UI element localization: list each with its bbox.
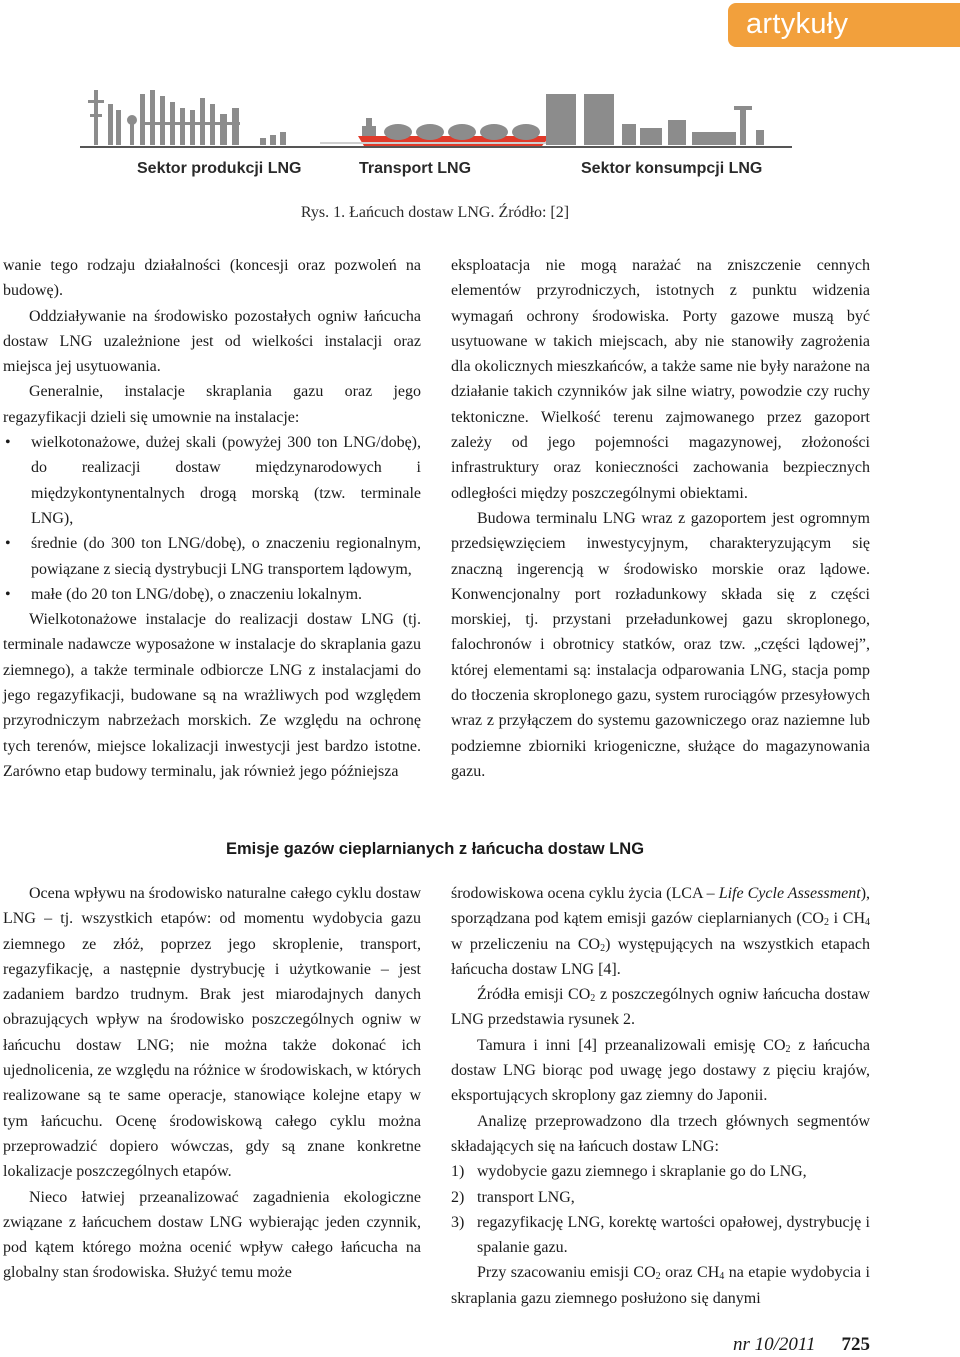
paragraph: Nieco łatwiej przeanalizować zagadnienia ekologiczne związane z łańcuchem dostaw LNG wybierając jeden czynnik, pod kątem którego można ocenić wpływ całego łańcucha na globalny stan środowiska. Służyć temu może — [3, 1188, 421, 1282]
paragraph: eksploatacja nie mogą narażać na zniszczenie cennych elementów przyrodniczych, istotnych z punktu widzenia wymagań ochrony środowiska. Porty gazowe muszą być usytuowane w takich miejscach, aby nie stanowiły zagrożenia dla okolicznych mieszkańców, a także same nie były narażone na działanie takich czynników jak silne wiatry, powodzie czy ruchy tektoniczne. Wielkość terenu zajmowanego przez gazoport zależy od jego pojemności magazynowej, złożoności infrastruktury oraz konieczności zachowania bezpiecznych odległości między poszczególnymi obiektami. — [451, 257, 870, 502]
subscript: 2 — [655, 1271, 661, 1283]
column-left-top — [3, 253, 421, 784]
subscript: 2 — [600, 942, 606, 954]
paragraph — [451, 982, 870, 1033]
list-item: • wielkotonażowe, dużej skali (powyżej 300 ton LNG/dobę), do realizacji dostaw międzynarodowych i międzykontynentalnych drogą morską (tzw. terminale LNG), — [3, 430, 421, 531]
text-run: Przy szacowaniu emisji CO — [477, 1264, 656, 1282]
text-run: z łańcucha dostaw LNG biorąc pod uwagę jego dostawy z pięciu krajów, eksportujących skroplony gaz ziemny do Japonii. — [451, 1036, 871, 1105]
production-facility-icon — [88, 90, 240, 145]
production-sector-label: Sektor produkcji LNG — [137, 160, 302, 177]
figure-caption: Rys. 1. Łańcuch dostaw LNG. Źródło: [2] — [300, 204, 570, 221]
text-run-italic: Life Cycle Assessment — [718, 885, 861, 902]
text-run: oraz CH — [660, 1264, 720, 1282]
paragraph: Budowa terminalu LNG wraz z gazoportem jest ogromnym przedsięwzięciem inwestycyjnym, charakteryzującym się znaczną ingerencją w środowisko morskie oraz lądowe. Konwencjonalny port rozładunkowy składa się z części morskiej, tj. przystani przeładunkowej gazu skroplonego, falochronów i obrotnicy statków, oraz tzw. „części lądowej”, której elementami są: instalacja odparowania LNG, stacja pomp do tłoczenia skroplonego gazu, system rurociągów przesyłowych wraz z przyłączem do systemu gazowniczego oraz naziemne lub podziemne zbiorniki kriogeniczne, służące do magazynowania gazu. — [451, 509, 870, 780]
text-run: Tamura i inni [4] przeanalizowali emisję CO — [477, 1036, 786, 1054]
paragraph: Oddziaływanie na środowisko pozostałych ogniw łańcucha dostaw LNG uzależnione jest od wielkości instalacji oraz miejsca jej usytuowania. — [3, 307, 421, 376]
subscript: 2 — [823, 917, 829, 929]
column-right-bottom — [451, 881, 870, 1311]
ground-line — [80, 146, 792, 148]
list-text: wydobycie gazu ziemnego i skraplanie go do LNG, — [477, 1163, 807, 1181]
transport-label: Transport LNG — [359, 160, 472, 177]
lng-chain-illustration — [80, 80, 792, 152]
list-number: 2) — [451, 1188, 465, 1206]
paragraph: wanie tego rodzaju działalności (koncesji oraz pozwoleń na budowę). — [3, 257, 421, 300]
list-item: • małe (do 20 ton LNG/dobę), o znaczeniu lokalnym. — [3, 582, 421, 607]
section-tag — [728, 3, 960, 47]
text-run: i CH — [828, 910, 866, 928]
list-text: transport LNG, — [477, 1188, 575, 1206]
paragraph — [451, 1260, 870, 1311]
page-footer — [733, 1334, 870, 1356]
consumption-facility-icon — [546, 94, 764, 145]
text-run: środowiskowa ocena cyklu życia (LCA – — [451, 885, 719, 902]
subscript: 4 — [865, 917, 871, 929]
issue-number: nr 10/2011 — [732, 1334, 816, 1355]
text-run: ), sporządzana pod kątem emisji gazów cieplarnianych (CO — [451, 885, 871, 928]
lng-tanker-icon — [260, 118, 570, 146]
text-run: na etapie wydobycia i skraplania gazu ziemnego posłużono się danymi — [451, 1264, 870, 1307]
list-text: regazyfikację LNG, korektę wartości opałowej, dystrybucję i spalanie gazu. — [477, 1213, 870, 1257]
text-run: ) występujących na wszystkich etapach łańcucha dostaw LNG [4]. — [451, 935, 870, 978]
column-right-top — [451, 253, 870, 784]
lng-chain-figure — [80, 80, 792, 190]
paragraph: Analizę przeprowadzono dla trzech głównych segmentów składających się na łańcuch dostaw LNG: — [451, 1112, 870, 1155]
subscript: 2 — [785, 1043, 791, 1055]
list-number: 3) — [451, 1213, 465, 1231]
segments-list — [451, 1159, 870, 1260]
paragraph — [451, 881, 870, 982]
section-title: Emisje gazów cieplarnianych z łańcucha dostaw LNG — [225, 840, 645, 858]
list-number: 1) — [451, 1163, 465, 1181]
list-item: • średnie (do 300 ton LNG/dobę), o znaczeniu regionalnym, powiązane z siecią dystrybucji LNG transportem lądowym, — [3, 531, 421, 582]
subscript: 2 — [590, 993, 596, 1005]
subscript: 4 — [719, 1271, 725, 1283]
installation-types-list — [3, 430, 421, 607]
text-run: z poszczególnych ogniw łańcucha dostaw LNG przedstawia rysunek 2. — [451, 986, 871, 1029]
column-left-bottom — [3, 881, 421, 1286]
list-item — [451, 1210, 870, 1261]
paragraph: Generalnie, instalacje skraplania gazu oraz jego regazyfikacji dzieli się umownie na instalacje: — [3, 383, 421, 426]
section-tag-label: artykuły — [746, 8, 849, 40]
text-run: w przeliczeniu na CO — [451, 935, 601, 953]
paragraph: Wielkotonażowe instalacje do realizacji dostaw LNG (tj. terminale nadawcze wyposażone w instalacje do skraplania gazu ziemnego), a także terminale odbiorcze LNG z instalacjami do jego regazyfikacji, budowane są na wrażliwych pod względem przyrodniczym nabrzeżach morskich. Ze względu na ochronę tych terenów, miejsce lokalizacji inwestycji jest bardzo istotne. Zarówno etap budowy terminalu, jak również jego późniejsza — [3, 611, 421, 780]
page-number: 725 — [841, 1334, 870, 1355]
paragraph: Ocena wpływu na środowisko naturalne całego cyklu dostaw LNG – tj. wszystkich etapów: od momentu wydobycia gazu ziemnego ze złóż, poprzez jego skroplenie, transport, regazyfikację, a następnie dystrybucję i użytkowanie – jest zadaniem bardzo trudnym. Brak jest miarodajnych danych obrazujących wpływ na środowisko poszczególnych ogniw w łańcuchu dostaw LNG; nie można także dokonać ich ujednolicenia, ze względu na różnice w środowiskach, w których realizowane są te same operacje, stanowiące kolejne etapy w tym łańcuchu. Ocenę środowiskową całego cyklu można przeprowadzić dopiero wówczas, gdy są znane konkretne lokalizacje poszczególnych etapów. — [3, 885, 421, 1181]
list-item — [451, 1159, 870, 1184]
text-run: Źródła emisji CO — [477, 986, 591, 1004]
paragraph — [451, 1033, 870, 1109]
list-item — [451, 1185, 870, 1210]
consumption-sector-label: Sektor konsumpcji LNG — [581, 160, 763, 177]
